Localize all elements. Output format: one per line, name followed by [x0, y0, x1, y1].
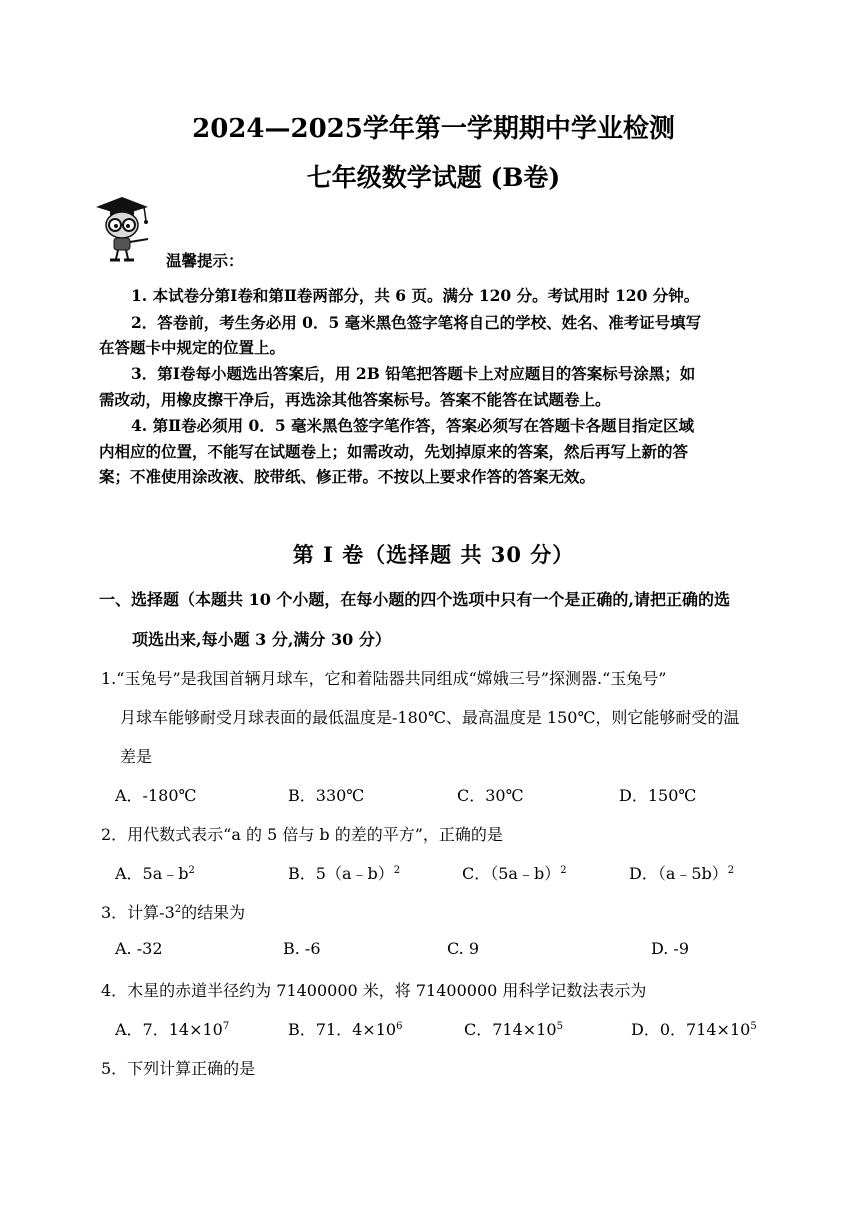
q1-option-d: D．150℃: [619, 786, 697, 805]
q2-text: 2．用代数式表示“a 的 5 倍与 b 的差的平方”，正确的是: [101, 825, 503, 844]
q1-option-a: A．-180℃: [115, 786, 197, 805]
q4-option-b: B．71．$4\times 10^6$: [288, 1020, 403, 1039]
tips-heading: 温馨提示：: [166, 251, 244, 270]
q3-text: 3．计算$-3^2$的结果为: [101, 903, 246, 922]
section-instruction-line2: 项选出来,每小题 3 分,满分 30 分）: [132, 630, 391, 649]
tip-line-2: 2．答卷前，考生务必用 0．5 毫米黑色签字笔将自己的学校、姓名、准考证号填写: [131, 313, 702, 332]
q4-option-c: C．$714\times 10^5$: [464, 1020, 563, 1039]
q5-text: 5．下列计算正确的是: [101, 1059, 256, 1078]
q2-option-c: C．（5a﹣b）$^2$: [462, 864, 567, 883]
tip-line-1: 1. 本试卷分第Ⅰ卷和第Ⅱ卷两部分，共 6 页。满分 120 分。考试用时 120 分钟。: [131, 286, 700, 305]
q3-option-a: A. -32: [115, 939, 163, 958]
q1-line3: 差是: [120, 747, 153, 766]
q3-option-b: B. -6: [283, 939, 321, 958]
exam-title: 2024—2025学年第一学期期中学业检测: [192, 114, 675, 144]
section-title: 第 Ⅰ 卷（选择题 共 30 分）: [292, 542, 575, 567]
tip-line-7: 内相应的位置，不能写在试题卷上；如需改动，先划掉原来的答案，然后再写上新的答: [99, 442, 689, 461]
q1-line1: 1.“玉兔号”是我国首辆月球车，它和着陆器共同组成“嫦娥三号”探测器.“玉兔号”: [101, 669, 667, 688]
q2-option-d: D．（a﹣5b）$^2$: [629, 864, 735, 883]
tip-line-4: 3．第Ⅰ卷每小题选出答案后，用 2B 铅笔把答题卡上对应题目的答案标号涂黑；如: [131, 364, 696, 383]
q1-option-b: B．330℃: [288, 786, 365, 805]
q4-option-d: D．0．$714\times 10^5$: [631, 1020, 757, 1039]
q2-option-b: B．5（a﹣b）$^2$: [288, 864, 401, 883]
q3-option-d: D. -9: [651, 939, 690, 958]
q1-line2: 月球车能够耐受月球表面的最低温度是-180℃、最高温度是 150℃，则它能够耐受的温: [120, 708, 740, 727]
q4-option-a: A．7．$14\times 10^7$: [115, 1020, 230, 1039]
q3-option-c: C. 9: [447, 939, 480, 958]
exam-subtitle: 七年级数学试题 (B卷): [306, 163, 561, 192]
q2-option-a: A．$5a﹣b^2$: [115, 864, 195, 883]
tip-line-8: 案；不准使用涂改液、胶带纸、修正带。不按以上要求作答的答案无效。: [99, 467, 596, 486]
q4-text: 4．木星的赤道半径约为 71400000 米，将 71400000 用科学记数法表示为: [101, 981, 647, 1000]
mascot-icon: [92, 195, 154, 263]
q1-option-c: C．30℃: [457, 786, 524, 805]
tip-line-3: 在答题卡中规定的位置上。: [99, 338, 286, 357]
section-instruction-line1: 一、选择题（本题共 10 个小题，在每小题的四个选项中只有一个是正确的,请把正确的选: [99, 590, 730, 609]
tip-line-5: 需改动，用橡皮擦干净后，再选涂其他答案标号。答案不能答在试题卷上。: [99, 390, 611, 409]
tip-line-6: 4. 第Ⅱ卷必须用 0．5 毫米黑色签字笔作答，答案必须写在答题卡各题目指定区域: [131, 416, 695, 435]
